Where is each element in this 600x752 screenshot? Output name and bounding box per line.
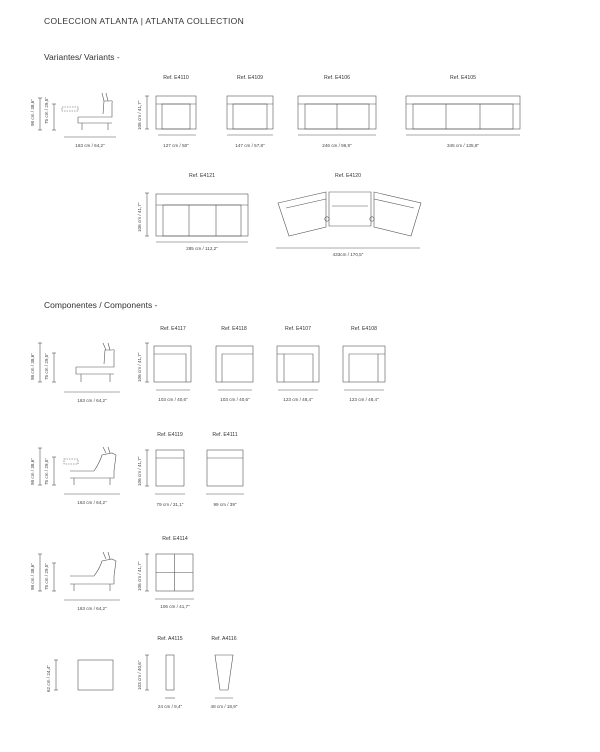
g1-height-total: 98 cm / 38,6" <box>30 353 35 380</box>
ref-e4105: Ref. E4105 <box>450 75 476 81</box>
drawing-e4111 <box>206 450 244 494</box>
variants-side-profile <box>38 93 116 137</box>
ref-e4117: Ref. E4117 <box>160 326 186 332</box>
ref-e4108: Ref. E4108 <box>351 326 377 332</box>
width-e4108: 123 cm / 48,4" <box>349 397 379 402</box>
group3-side-profile <box>38 552 120 600</box>
drawing-e4109 <box>227 96 273 135</box>
drawing-e4117 <box>154 346 191 390</box>
g2-height-seat: 75 cm / 29,5" <box>44 458 49 485</box>
drawing-a4115 <box>165 655 175 698</box>
group1-side-profile <box>38 343 120 392</box>
page-title: COLECCION ATLANTA | ATLANTA COLLECTION <box>44 16 245 26</box>
g3-height: 106 cm / 41,7" <box>137 561 142 591</box>
g3-height-seat: 75 cm / 29,5" <box>44 563 49 590</box>
drawing-e4114 <box>155 554 194 599</box>
row2-height: 106 cm / 41,7" <box>137 202 142 232</box>
ref-e4118: Ref. E4118 <box>221 326 247 332</box>
g3-depth: 163 cm / 64,2" <box>77 606 107 611</box>
drawing-e4107 <box>277 346 319 390</box>
ref-e4119: Ref. E4119 <box>157 432 183 438</box>
ref-e4109: Ref. E4109 <box>237 75 263 81</box>
g2-height: 106 cm / 41,7" <box>137 456 142 486</box>
ref-a4115: Ref. A4115 <box>157 636 183 642</box>
table-height: 103 cm / 40,6" <box>137 660 142 690</box>
ref-a4116: Ref. A4116 <box>211 636 237 642</box>
variants-heading: Variantes/ Variants - <box>44 52 120 62</box>
drawing-a4116 <box>215 655 233 698</box>
drawing-e4119 <box>155 450 185 494</box>
width-e4118: 103 cm / 40,6" <box>220 397 250 402</box>
g3-height-total: 98 cm / 38,6" <box>30 563 35 590</box>
ref-e4107: Ref. E4107 <box>285 326 311 332</box>
group2-side-profile <box>38 447 120 494</box>
g2-depth: 163 cm / 64,2" <box>77 500 107 505</box>
row1-height: 106 cm / 41,7" <box>137 100 142 130</box>
ref-e4111: Ref. E4111 <box>212 432 238 438</box>
drawing-e4105 <box>406 96 520 135</box>
drawing-e4121 <box>156 194 248 242</box>
ottoman-height: 62 cm / 24,4" <box>46 665 51 692</box>
width-e4121: 285 cm / 112,2" <box>186 246 218 251</box>
ref-e4110: Ref. E4110 <box>163 75 189 81</box>
width-a4115: 24 cm / 9,4" <box>157 704 183 709</box>
ref-e4106: Ref. E4106 <box>324 75 350 81</box>
width-e4120: 433cm / 170,5" <box>332 252 364 257</box>
width-e4114: 106 cm / 41,7" <box>160 604 190 609</box>
width-a4116: 48 cm / 18,9" <box>210 704 238 709</box>
ottoman-drawing <box>54 660 113 690</box>
ref-e4120: Ref. E4120 <box>335 173 361 179</box>
drawing-e4120 <box>276 192 421 248</box>
width-e4106: 246 cm / 96,9" <box>322 143 352 148</box>
width-e4119: 79 cm / 31,1" <box>156 502 184 507</box>
drawing-e4106 <box>298 96 376 135</box>
width-e4117: 103 cm / 40,6" <box>158 397 188 402</box>
width-e4111: 99 cm / 39" <box>213 502 237 507</box>
ref-e4114: Ref. E4114 <box>162 536 188 542</box>
g1-height: 106 cm / 41,7" <box>137 352 142 382</box>
ref-e4121: Ref. E4121 <box>189 173 215 179</box>
drawing-e4118 <box>216 346 253 390</box>
components-heading: Componentes / Components - <box>44 300 158 310</box>
width-e4107: 123 cm / 48,4" <box>283 397 313 402</box>
side-height-seat: 75 cm / 29,5" <box>44 97 49 124</box>
g1-depth: 163 cm / 64,2" <box>77 398 107 403</box>
side-depth: 163 cm / 64,2" <box>75 143 105 148</box>
width-e4110: 127 cm / 50" <box>163 143 189 148</box>
drawing-e4110 <box>156 96 196 135</box>
side-height-total: 98 cm / 38,6" <box>30 99 35 126</box>
g2-height-total: 98 cm / 38,6" <box>30 458 35 485</box>
g1-height-seat: 75 cm / 29,5" <box>44 353 49 380</box>
width-e4109: 147 cm / 57,8" <box>235 143 265 148</box>
drawing-e4108 <box>343 346 385 390</box>
width-e4105: 345 cm / 135,8" <box>446 143 480 148</box>
